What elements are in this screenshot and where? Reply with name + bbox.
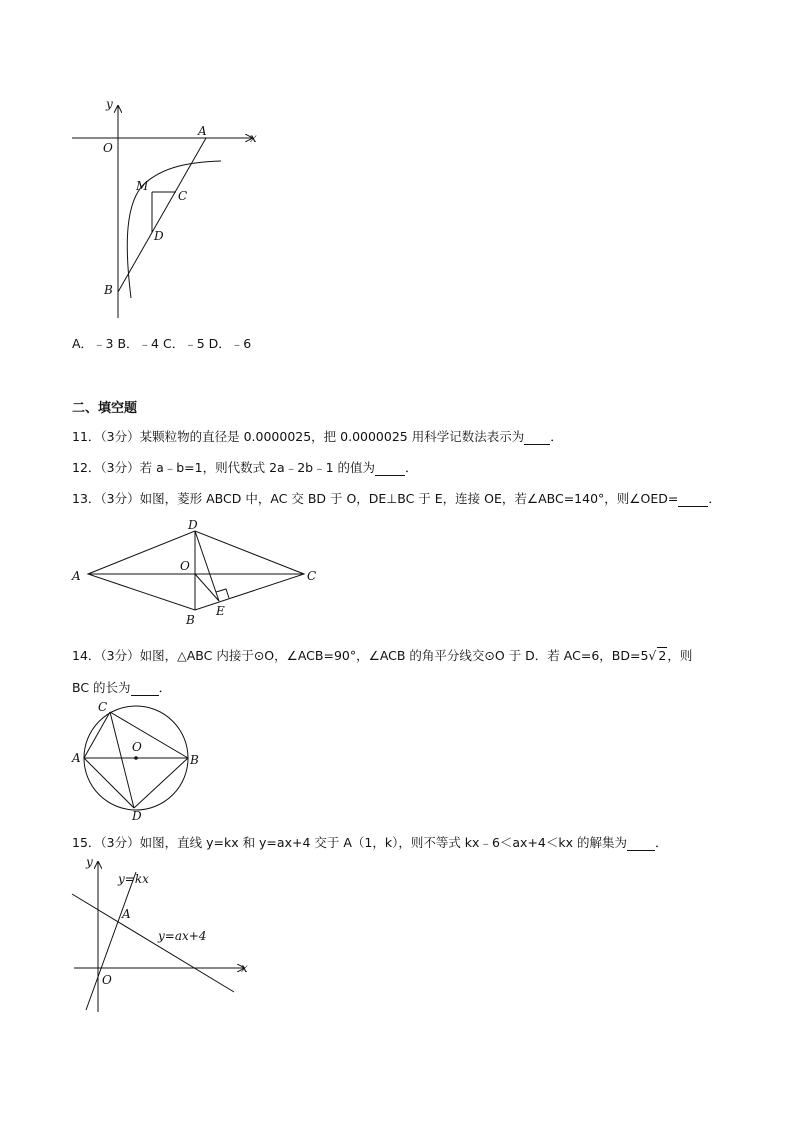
label-o: O bbox=[180, 559, 190, 573]
chord-cb bbox=[110, 712, 188, 758]
q14-answer-blank[interactable] bbox=[131, 680, 159, 696]
label-a: A bbox=[72, 569, 81, 583]
label-a: A bbox=[122, 907, 131, 921]
chord-ad bbox=[84, 758, 134, 808]
q11-end: ． bbox=[550, 429, 563, 444]
q12-end: ． bbox=[405, 460, 418, 475]
q11-text: 11．（3分）某颗粒物的直径是 0.0000025，把 0.0000025 用科学记数法表示为 bbox=[72, 429, 525, 444]
label-c: C bbox=[98, 700, 108, 714]
line-ab bbox=[118, 138, 206, 292]
label-line-ax4: y=ax+4 bbox=[158, 929, 207, 943]
q15-end: ． bbox=[655, 835, 668, 850]
label-b: B bbox=[190, 753, 199, 767]
label-m: M bbox=[136, 179, 149, 193]
label-d: D bbox=[154, 229, 164, 243]
label-e: E bbox=[216, 604, 225, 618]
q10-options: A．﹣3 B．﹣4 C．﹣5 D．﹣6 bbox=[72, 336, 252, 351]
label-d: D bbox=[132, 809, 142, 822]
q13-text: 13．（3分）如图，菱形 ABCD 中，AC 交 BD 于 O，DE⊥BC 于 E，连接 OE，若∠ABC=140°，则∠OED= bbox=[72, 491, 679, 506]
label-o: O bbox=[132, 740, 142, 754]
q14-text: 14．（3分）如图，△ABC 内接于⊙O，∠ACB=90°，∠ACB 的角平分线交⊙O 于 D．若 AC=6，BD=5 bbox=[72, 648, 649, 663]
question-13 bbox=[72, 489, 721, 507]
label-y: y bbox=[86, 855, 93, 869]
q14-figure bbox=[66, 700, 206, 822]
label-x: x bbox=[241, 961, 248, 975]
label-b: B bbox=[186, 613, 195, 627]
question-14-line1 bbox=[72, 646, 692, 664]
label-c: C bbox=[307, 569, 317, 583]
q12-text: 12．（3分）若 a﹣b=1，则代数式 2a﹣2b﹣1 的值为 bbox=[72, 460, 376, 475]
q14-text-mid: ，则 bbox=[667, 648, 693, 663]
label-b: B bbox=[104, 283, 113, 297]
q15-text: 15．（3分）如图，直线 y=kx 和 y=ax+4 交于 A（1，k），则不等式 kx﹣6＜ax+4＜kx 的解集为 bbox=[72, 835, 627, 850]
label-x: x bbox=[250, 131, 257, 145]
chord-cd bbox=[110, 712, 134, 808]
q10-figure bbox=[66, 92, 276, 324]
center-dot bbox=[134, 756, 138, 760]
q15-figure bbox=[66, 852, 256, 1018]
label-line-kx: y=kx bbox=[118, 872, 149, 886]
line-y-ax-plus-4 bbox=[72, 894, 234, 992]
q14-radicand: 2 bbox=[658, 648, 667, 663]
chord-bd bbox=[134, 758, 188, 808]
q14-text-2: BC 的长为 bbox=[72, 680, 131, 695]
q15-answer-blank[interactable] bbox=[627, 835, 655, 851]
question-15 bbox=[72, 833, 668, 851]
label-a: A bbox=[198, 124, 207, 138]
q13-answer-blank[interactable] bbox=[678, 491, 708, 507]
label-o: O bbox=[102, 973, 112, 987]
q11-answer-blank[interactable] bbox=[524, 429, 550, 445]
label-d: D bbox=[188, 518, 198, 532]
question-12 bbox=[72, 458, 418, 476]
segment-oe bbox=[195, 574, 219, 601]
segment-de bbox=[195, 531, 219, 601]
label-c: C bbox=[178, 189, 188, 203]
question-11 bbox=[72, 427, 563, 445]
label-a: A bbox=[72, 751, 81, 765]
label-o: O bbox=[103, 141, 113, 155]
rhombus-abcd bbox=[88, 531, 304, 610]
section-title: 二、填空题 bbox=[72, 401, 138, 416]
q12-answer-blank[interactable] bbox=[375, 460, 405, 476]
chord-ca bbox=[84, 712, 110, 758]
line-y-kx bbox=[86, 872, 136, 1010]
label-y: y bbox=[106, 97, 113, 111]
q13-end: ． bbox=[708, 491, 721, 506]
q14-end: ． bbox=[158, 680, 172, 695]
question-14-line2 bbox=[72, 678, 171, 696]
sqrt-symbol: √ 2 bbox=[648, 648, 667, 663]
q13-figure bbox=[66, 516, 328, 628]
